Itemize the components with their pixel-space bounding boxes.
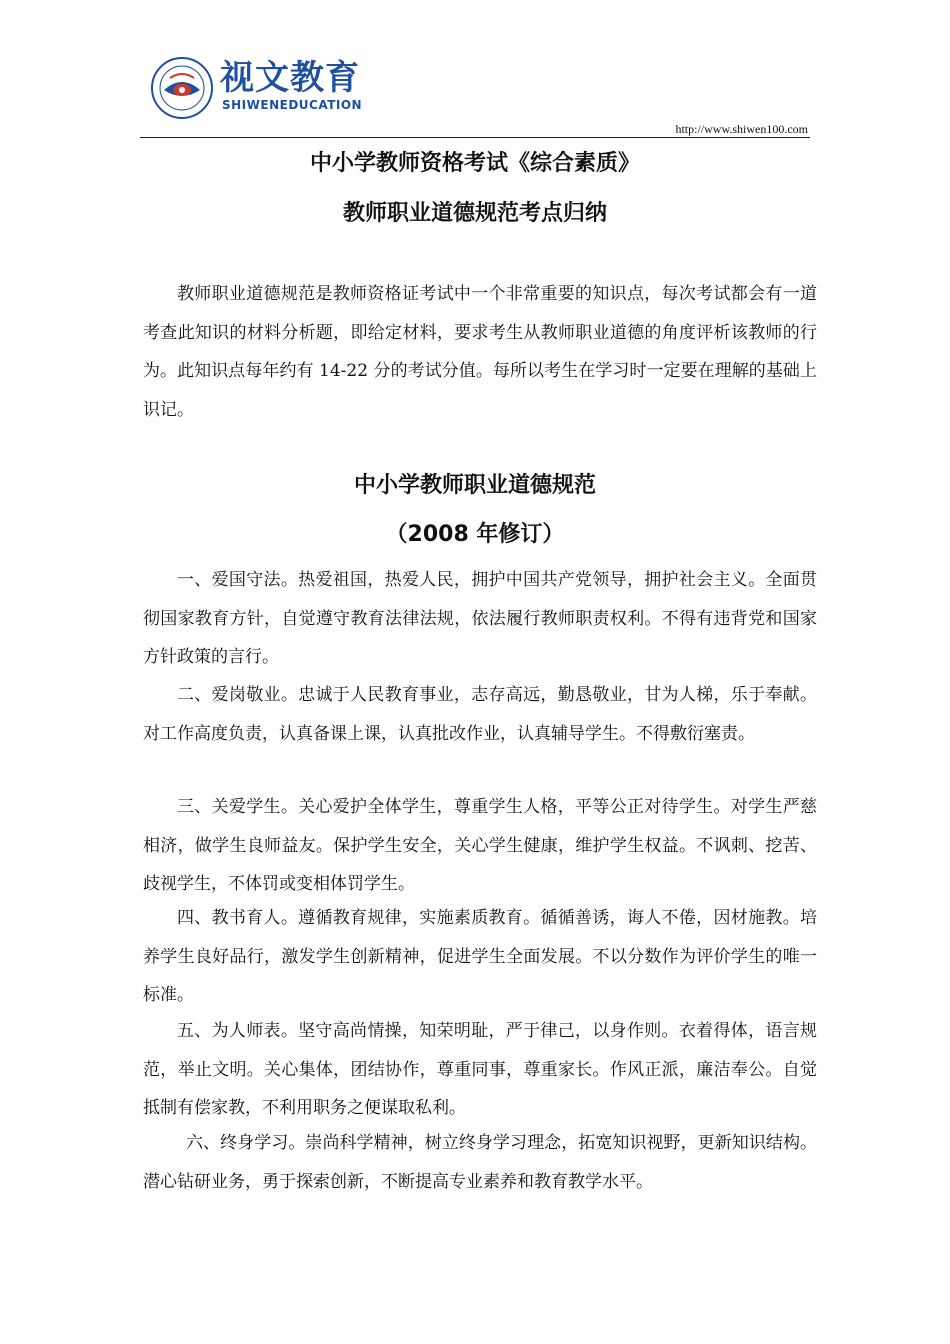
code-item-4: 四、教书育人。遵循教育规律，实施素质教育。循循善诱，诲人不倦，因材施教。培养学生良好品行，激发学生创新精神，促进学生全面发展。不以分数作为评价学生的唯一标准。 [143,908,817,1005]
code-item-1: 一、爱国守法。热爱祖国，热爱人民，拥护中国共产党领导，拥护社会主义。全面贯彻国家教育方针，自觉遵守教育法律法规，依法履行教师职责权利。不得有违背党和国家方针政策的言行。 [143,570,817,667]
logo-text-en: SHIWENEDUCATION [222,98,363,112]
header-url[interactable]: http://www.shiwen100.com [675,122,808,136]
code-item-5: 五、为人师表。坚守高尚情操，知荣明耻，严于律己，以身作则。衣着得体，语言规范，举止文明。关心集体，团结协作，尊重同事，尊重家长。作风正派，廉洁奉公。自觉抵制有偿家教，不利用职务之便谋取私利。 [143,1021,817,1118]
section-subtitle: （2008 年修订） [385,522,565,547]
document-title: 中小学教师资格考试《综合素质》 [309,151,640,176]
emblem-icon [150,56,214,120]
section-title: 中小学教师职业道德规范 [353,473,596,498]
header-divider [140,137,810,138]
code-item-2: 二、爱岗敬业。忠诚于人民教育事业，志存高远，勤恳敬业，甘为人梯，乐于奉献。对工作高度负责，认真备课上课，认真批改作业，认真辅导学生。不得敷衍塞责。 [143,685,817,744]
code-item-3: 三、关爱学生。关心爱护全体学生，尊重学生人格，平等公正对待学生。对学生严慈相济，做学生良师益友。保护学生安全，关心学生健康，维护学生权益。不讽刺、挖苦、歧视学生，不体罚或变相体罚学生。 [143,797,817,894]
intro-paragraph: 教师职业道德规范是教师资格证考试中一个非常重要的知识点，每次考试都会有一道考查此知识的材料分析题，即给定材料，要求考生从教师职业道德的角度评析该教师的行为。此知识点每年约有 14-22 分的考试分值。每所以考生在学习时一定要在理解的基础上识记。 [143,284,817,420]
code-item-6: 六、终身学习。崇尚科学精神，树立终身学习理念，拓宽知识视野，更新知识结构。潜心钻研业务，勇于探索创新，不断提高专业素养和教育教学水平。 [143,1133,817,1192]
document-subtitle: 教师职业道德规范考点归纳 [342,201,607,226]
logo-text-cn: 视文教育 [220,58,360,98]
company-logo [150,56,370,120]
